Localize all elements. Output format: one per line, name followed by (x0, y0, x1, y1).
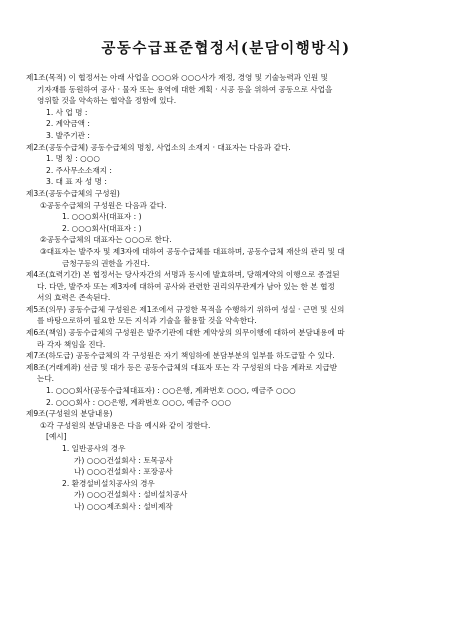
article-1-item-3: 3. 발주기관 : (46, 130, 90, 140)
article-2-line-1: 제2조(공동수급체) 공동수급체의 명칭, 사업소의 소재지 · 대표자는 다음과 같다. (26, 142, 291, 152)
article-9-case-1-a: 가) ○○○건설회사 : 토목공사 (74, 455, 173, 465)
article-3-clause-2: ②공동수급체의 대표자는 ○○○로 한다. (40, 235, 172, 245)
article-8 (26, 362, 426, 408)
article-1-line-2: 기자재를 동원하여 공사 · 물자 또는 용역에 대한 계획 · 시공 등을 위하여 공동으로 사업을 (37, 84, 333, 94)
article-2-item-2: 2. 주사무소소재지 : (46, 165, 112, 175)
article-4-line-2: 다. 다만, 발주자 또는 제3자에 대하여 공사와 관련한 권리의무관계가 남아 있는 한 본 협정 (37, 281, 335, 291)
article-9-case-2: 2. 환경설비설치공사의 경우 (62, 478, 155, 488)
article-4 (26, 269, 426, 304)
article-9 (26, 408, 426, 512)
article-8-line-2: 는다. (37, 374, 55, 384)
article-6-line-1: 제6조(책임) 공동수급체의 구성원은 발주기관에 대한 계약상의 의무이행에 대하여 분담내용에 따 (26, 328, 345, 338)
article-2 (26, 142, 426, 188)
article-4-line-1: 제4조(효력기간) 본 협정서는 당사자간의 서명과 동시에 발효하며, 당해계약의 이행으로 종결된 (26, 270, 340, 280)
article-5-line-1: 제5조(의무) 공동수급체 구성원은 제1조에서 규정한 목적을 수행하기 위하여 성실 · 근면 및 신의 (26, 304, 345, 314)
article-1-item-2: 2. 계약금액 : (46, 119, 90, 129)
article-3-clause-3b: 금청구등의 권한을 가진다. (62, 258, 150, 268)
article-9-case-2-a: 가) ○○○건설회사 : 설비설치공사 (74, 490, 188, 500)
article-8-line-1: 제8조(거래계좌) 선금 및 대가 등은 공동수급체의 대표자 또는 각 구성원의 다음 계좌로 지급받 (26, 362, 338, 372)
article-3-member-2: 2. ○○○회사(대표자 : ) (62, 223, 142, 233)
article-6 (26, 327, 426, 350)
article-8-item-1: 1. ○○○회사(공동수급체대표자) : ○○은행, 계좌번호 ○○○, 예금주 ○○○ (46, 386, 296, 396)
article-3-clause-1: ①공동수급체의 구성원은 다음과 같다. (40, 200, 167, 210)
article-1-item-1: 1. 사 업 명 : (46, 107, 88, 117)
article-5-line-2: 를 바탕으로하여 필요한 모든 지식과 기술을 활용할 것을 약속한다. (37, 316, 257, 326)
article-1-line-3: 영위할 것을 약속하는 협약을 정함에 있다. (37, 96, 177, 106)
article-7-line-1: 제7조(하도급) 공동수급체의 각 구성원은 자기 책임하에 분담부분의 일부를 하도급할 수 있다. (26, 351, 335, 361)
article-5 (26, 304, 426, 327)
article-7 (26, 350, 426, 362)
article-4-line-3: 서의 효력은 존속된다. (37, 293, 111, 303)
document-title: 공동수급표준협정서(분담이행방식) (101, 40, 351, 57)
article-3-line-1: 제3조(공동수급체의 구성원) (26, 188, 120, 198)
article-9-clause-1: ①각 구성원의 분담내용은 다음 예시와 같이 정한다. (40, 420, 211, 430)
article-3-member-1: 1. ○○○회사(대표자 : ) (62, 212, 142, 222)
article-2-item-3: 3. 대 표 자 성 명 : (46, 177, 107, 187)
article-9-case-1-b: 나) ○○○건설회사 : 포장공사 (74, 467, 173, 477)
article-2-item-1: 1. 명 칭 : ○○○ (46, 154, 101, 164)
article-8-item-2: 2. ○○○회사 : ○○은행, 계좌번호 ○○○, 예금주 ○○○ (46, 397, 232, 407)
article-3-clause-3a: ③대표자는 발주자 및 제3자에 대하여 공동수급체를 대표하며, 공동수급체 재산의 관리 및 대 (40, 246, 345, 256)
article-1-line-1: 제1조(목적) 이 협정서는 아래 사업을 ○○○와 ○○○사가 재정, 경영 및 기술능력과 인원 및 (26, 73, 328, 82)
article-9-line-1: 제9조(구성원의 분담내용) (26, 409, 113, 419)
article-1 (26, 72, 426, 142)
article-9-case-1: 1. 일반공사의 경우 (62, 444, 126, 453)
article-9-example-label: [예시] (46, 432, 67, 442)
article-6-line-2: 라 각자 책임을 진다. (37, 339, 106, 349)
article-9-case-2-b: 나) ○○○제조회사 : 설비제작 (74, 501, 173, 511)
article-3 (26, 188, 426, 269)
